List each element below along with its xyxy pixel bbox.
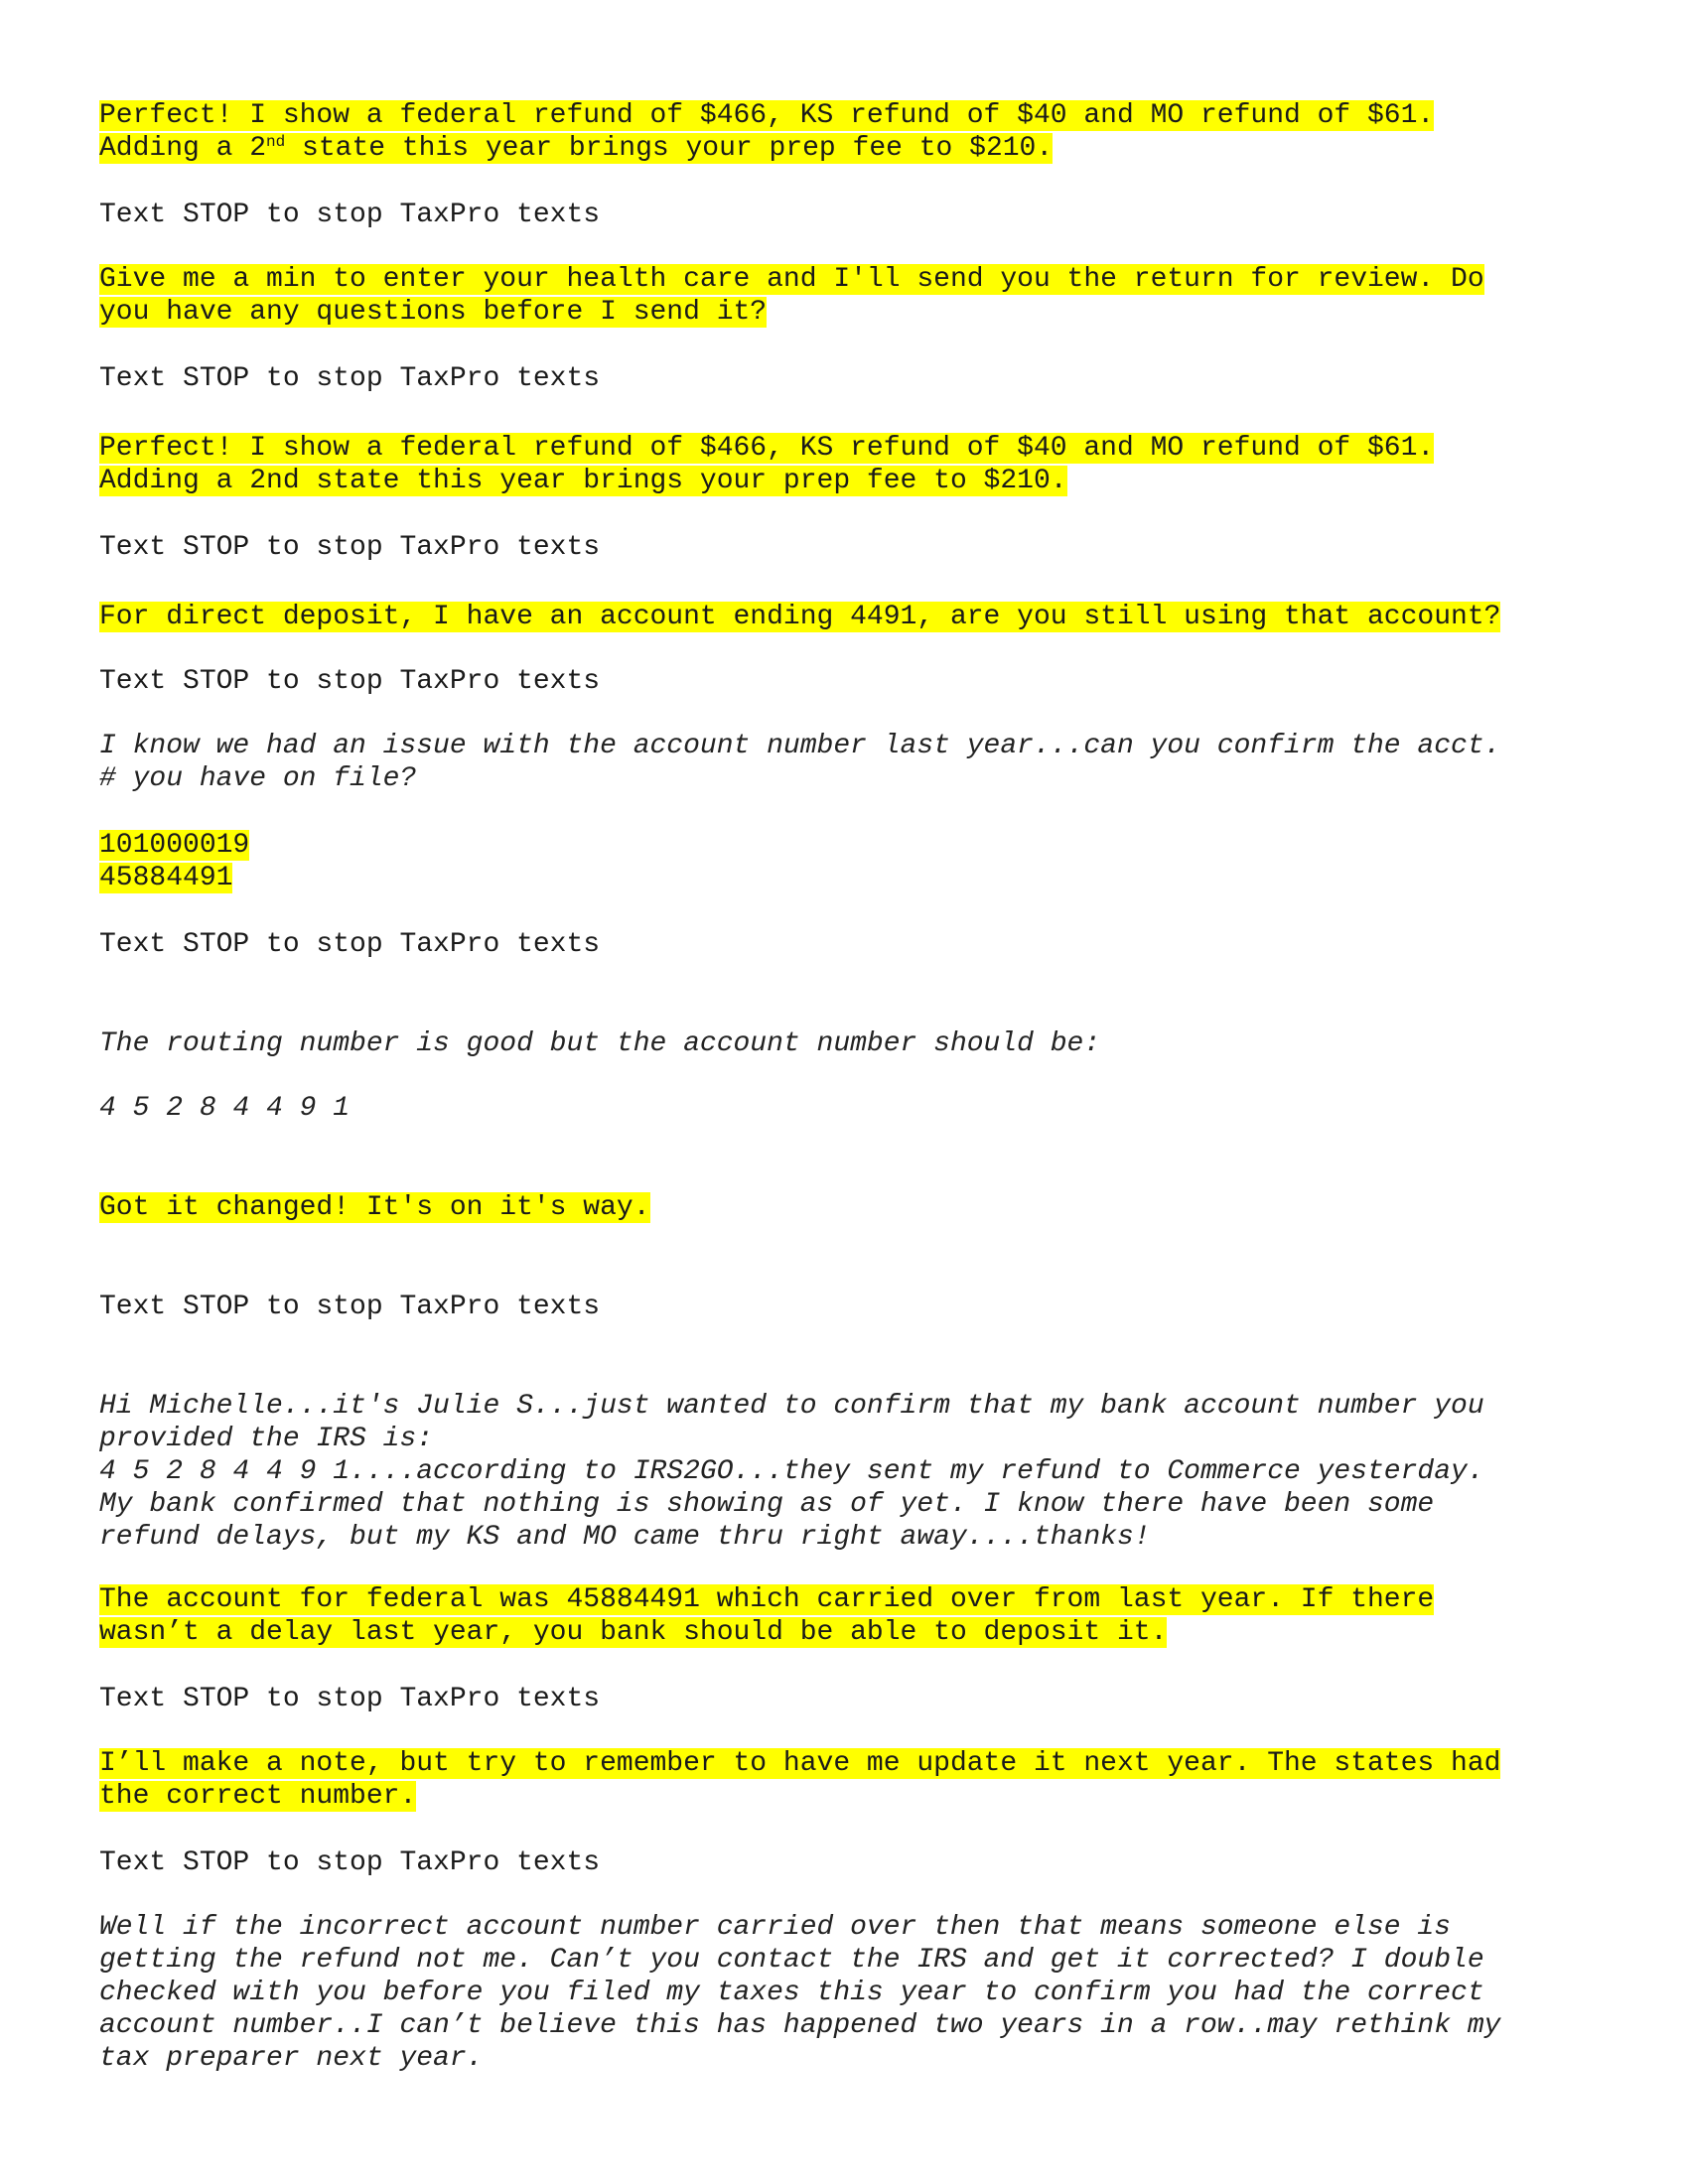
preparer-message: Give me a min to enter your health care and I'll send you the return for review. Do you have any questions before I send it? — [99, 264, 1484, 328]
preparer-message: Got it changed! It's on it's way. — [99, 1192, 650, 1223]
preparer-message: I’ll make a note, but try to remember to have me update it next year. The states had the correct number. — [99, 1748, 1501, 1812]
client-message: Hi Michelle...it's Julie S...just wanted to confirm that my bank account number you provided the IRS is: 4 5 2 8 4 4 9 1....according to IRS2GO...they sent my refund to Commerce yesterday. My bank confirmed that nothing is showing as of yet. I know there have been some refund delays, but my KS and MO came thru right away....thanks! — [99, 1391, 1484, 1553]
stop-footer: Text STOP to stop TaxPro texts — [99, 200, 601, 230]
account-number: 45884491 — [99, 863, 233, 893]
stop-footer: Text STOP to stop TaxPro texts — [99, 363, 601, 394]
client-message: Well if the incorrect account number carried over then that means someone else is getting the refund not me. Can’t you contact the IRS and get it corrected? I double checked with you before you filed my taxes this year to confirm you had the correct account number..I can’t believe this has happened two years in a row..may rethink my tax preparer next year. — [99, 1912, 1501, 2074]
stop-footer: Text STOP to stop TaxPro texts — [99, 1292, 601, 1322]
client-message: I know we had an issue with the account number last year...can you confirm the acct. # you have on file? — [99, 731, 1501, 794]
preparer-message: The account for federal was 45884491 which carried over from last year. If there wasn’t a delay last year, you bank should be able to deposit it. — [99, 1584, 1435, 1648]
message-line: Adding a 2nd state this year brings your prep fee to $210. — [99, 133, 1054, 164]
client-account-number: 4 5 2 8 4 4 9 1 — [99, 1093, 351, 1124]
preparer-message — [99, 99, 1434, 165]
stop-footer: Text STOP to stop TaxPro texts — [99, 1847, 601, 1878]
client-message: The routing number is good but the account number should be: — [99, 1028, 1101, 1059]
stop-footer: Text STOP to stop TaxPro texts — [99, 929, 601, 960]
preparer-account-numbers — [99, 829, 249, 894]
stop-footer: Text STOP to stop TaxPro texts — [99, 532, 601, 563]
preparer-message: Perfect! I show a federal refund of $466, KS refund of $40 and MO refund of $61. Adding a 2nd state this year brings your prep fee to $210. — [99, 433, 1435, 496]
routing-number: 101000019 — [99, 830, 250, 861]
message-line: Perfect! I show a federal refund of $466, KS refund of $40 and MO refund of $61. — [99, 100, 1435, 131]
stop-footer: Text STOP to stop TaxPro texts — [99, 1684, 601, 1714]
preparer-message: For direct deposit, I have an account ending 4491, are you still using that account? — [99, 602, 1501, 632]
stop-footer: Text STOP to stop TaxPro texts — [99, 666, 601, 697]
